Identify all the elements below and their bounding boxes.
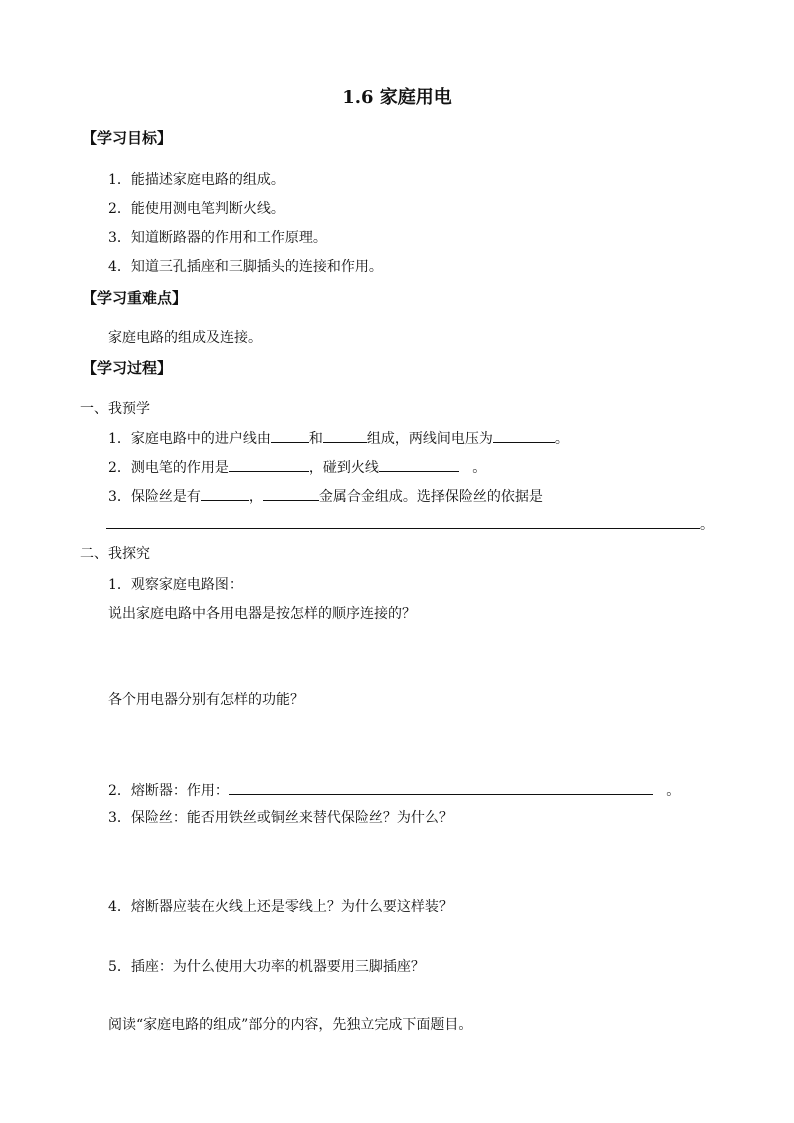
- preview-q1-text-d: 。: [554, 431, 569, 447]
- preview-question-2: [108, 457, 486, 478]
- preview-q2-text-c: 。: [472, 460, 487, 476]
- preview-q3-text-a: 3．保险丝是有: [108, 489, 201, 505]
- objective-item-1: 1．能描述家庭电路的组成。: [108, 172, 285, 188]
- preview-heading: 一、我预学: [80, 401, 150, 417]
- answer-blank[interactable]: [229, 457, 309, 472]
- explore-question-4: 4．熔断器应装在火线上还是零线上？为什么要这样装？: [108, 899, 453, 915]
- preview-question-3-answer-line: [106, 514, 714, 535]
- preview-question-3: [108, 486, 543, 507]
- preview-q2-text-b: ，碰到火线: [308, 460, 379, 476]
- preview-q1-text-c: 组成，两线间电压为: [366, 431, 493, 447]
- answer-blank[interactable]: [271, 428, 309, 443]
- preview-q2-text-a: 2．测电笔的作用是: [108, 460, 229, 476]
- explore-question-1a: 说出家庭电路中各用电器是按怎样的顺序连接的？: [108, 606, 416, 622]
- answer-blank[interactable]: [379, 457, 459, 472]
- objective-item-4: 4．知道三孔插座和三脚插头的连接和作用。: [108, 259, 383, 275]
- objectives-heading: 【学习目标】: [82, 129, 173, 147]
- key-points-text: 家庭电路的组成及连接。: [108, 330, 262, 346]
- objective-item-2: 2．能使用测电笔判断火线。: [108, 201, 285, 217]
- preview-q3-text-c: 金属合金组成。选择保险丝的依据是: [318, 489, 543, 505]
- answer-blank[interactable]: [323, 428, 367, 443]
- objective-item-3: 3．知道断路器的作用和工作原理。: [108, 230, 327, 246]
- explore-question-2: [108, 780, 680, 801]
- reading-instruction: 阅读“家庭电路的组成”部分的内容，先独立完成下面题目。: [108, 1017, 473, 1033]
- preview-q1-text-b: 和: [308, 431, 323, 447]
- key-points-heading: 【学习重难点】: [82, 289, 188, 307]
- explore-q2-text-b: 。: [666, 783, 681, 799]
- answer-blank[interactable]: [493, 428, 555, 443]
- explore-question-1b: 各个用电器分别有怎样的功能？: [108, 692, 304, 708]
- answer-blank[interactable]: [106, 514, 700, 529]
- page-title: 1.6 家庭用电: [342, 87, 452, 108]
- preview-q1-text-a: 1．家庭电路中的进户线由: [108, 431, 271, 447]
- preview-question-1: [108, 428, 569, 449]
- preview-q3-text-b: ，: [248, 489, 263, 505]
- answer-blank[interactable]: [229, 780, 653, 795]
- explore-question-5: 5．插座：为什么使用大功率的机器要用三脚插座？: [108, 959, 425, 975]
- answer-blank[interactable]: [263, 486, 319, 501]
- explore-q2-text-a: 2．熔断器：作用：: [108, 783, 229, 799]
- answer-blank[interactable]: [201, 486, 249, 501]
- explore-question-1: 1．观察家庭电路图：: [108, 577, 243, 593]
- explore-heading: 二、我探究: [80, 546, 150, 562]
- process-heading: 【学习过程】: [82, 359, 173, 377]
- preview-q3-end: 。: [700, 517, 714, 533]
- explore-question-3: 3．保险丝：能否用铁丝或铜丝来替代保险丝？为什么？: [108, 810, 453, 826]
